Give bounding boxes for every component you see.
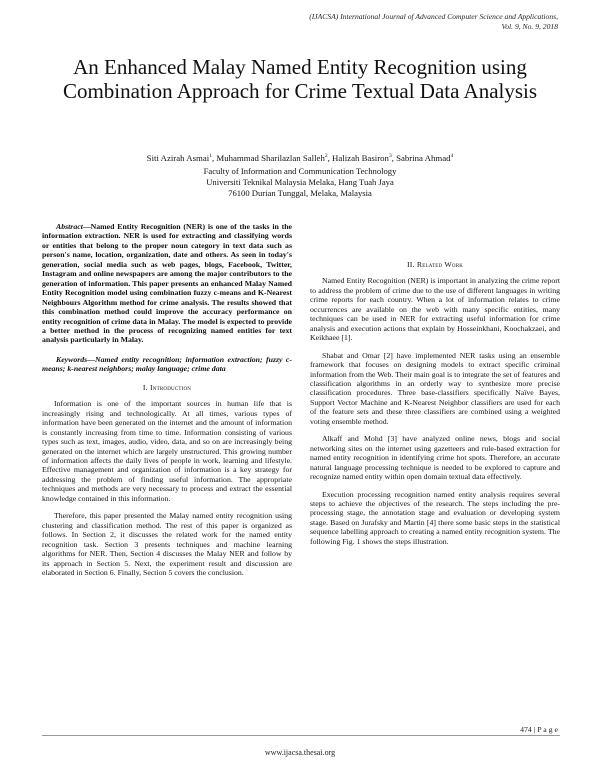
abstract-label: Abstract [56, 222, 83, 231]
author-name: Halizah Basiron [332, 153, 389, 163]
left-column [42, 222, 292, 585]
keywords [42, 355, 292, 374]
section-heading-related-work: II. Related Work [406, 260, 464, 269]
paragraph: Therefore, this paper presented the Malay named entity recognition using clustering and classification method. The rest of this paper is organized as follows. In Section 2, it discusses the related work for the named entity recognition task. Section 3 presents techniques and machine learning algorithms for NER. Then, Section 4 discusses the Malay NER and follow by its approach in Section 5. Next, the experiment result and discussion are elaborated in Section 6. Finally, Section 5 covers the conclusion. [42, 511, 292, 577]
paragraph: Named Entity Recognition (NER) is important in analyzing the crime report to address the problem of crime due to the use of different languages in writing crime reports for each country. When a lot of information relates to crime occurrences are available on the web with many specific entities, many techniques can be used in NER for extracting useful information for crime analysis and execution actions that explain by Hosseinkhani, Koochakzaei, and Keikhaee [1]. [310, 276, 560, 343]
author-list [40, 153, 560, 164]
section-heading-introduction: I. Introduction [142, 382, 192, 392]
abstract [42, 222, 292, 345]
author-superscript: 1 [209, 153, 212, 160]
affiliation-line: Faculty of Information and Communication Technology [203, 166, 397, 176]
journal-header-line1: (IJACSA) International Journal of Advanced Computer Science and Applications, [309, 12, 558, 21]
footer-divider [42, 735, 560, 736]
author-superscript: 4 [450, 153, 454, 160]
keywords-label: Keywords [56, 354, 88, 364]
right-column [310, 222, 560, 554]
author-superscript: 3 [388, 153, 392, 160]
affiliation [40, 166, 560, 199]
paragraph: Execution processing recognition named entity analysis requires several steps to achieve the objectives of the research. The steps including the pre-processing stage, the annotation stage and evaluation or developing system stage. Based on Jurafsky and Martin [4] there some basic steps in the statistical sequence labelling approach to creating a named entity recognition system. The following Fig. 1 shows the steps illustration. [310, 489, 560, 546]
journal-header-line2: Vol. 9, No. 9, 2018 [501, 22, 558, 31]
footer-url: www.ijacsa.thesai.org [264, 748, 336, 757]
abstract-text: Named Entity Recognition (NER) is one of the tasks in the information extraction. NER is used for extracting and classifying words or entities that belong to the proper noun category in text data such as person's name, location, organization, date and others. As seen in today's generation, social media such as web pages, blogs, Facebook, Twitter, Instagram and online newspapers are among the major contributors to the generation of information. This paper presents an enhanced Malay Named Entity Recognition model using combination fuzzy c-means and K-Nearest Neighbours Algorithm method for crime analysis. The results showed that this combination method could improve the accuracy performance on entity recognition of crime data in Malay. The model is expected to provide a better method in the process of recognizing named entities for text analysis particularly in Malay. [42, 222, 292, 345]
affiliation-line: 76100 Durian Tunggal, Melaka, Malaysia [228, 188, 372, 198]
journal-header [138, 12, 558, 32]
keywords-text: Named entity recognition; information extraction; fuzzy c-means; k-nearest neighbors; malay language; crime data [42, 354, 292, 374]
author-superscript: 2 [324, 153, 328, 160]
author-name: Siti Azirah Asmai [146, 153, 210, 163]
paragraph: Alkaff and Mohd [3] have analyzed online news, blogs and social networking sites on the internet using gazetteers and rule-based extraction for named entity recognition in identifying crime hot spots. Therefore, an accurate natural language processing technique is needed to be explored to capture and recognize named entity within open domain textual data effectively. [310, 434, 560, 482]
author-name: Sabrina Ahmad [396, 153, 451, 163]
abstract-dash: — [82, 222, 91, 231]
page-number: 474 | P a g e [520, 725, 558, 734]
paragraph: Shabat and Omar [2] have implemented NER tasks using an ensemble framework that focuses on designing models to extract specific criminal information from the Web. Their main goal is to integrate the set of features and classification algorithms in an orderly way to synthesize more precise classification procedures. Three base-classifiers specifically Naïve Bayes, Support Vector Machine and K-Nearest Neighbor classifiers are used for each of the feature sets and these three classifiers are combined using a weighted voting ensemble method. [310, 350, 560, 426]
author-name: Muhammad Sharilazlan Salleh [216, 153, 325, 163]
author-separator: , [391, 153, 397, 163]
keywords-dash: — [87, 354, 95, 364]
author-separator: , [211, 153, 217, 163]
paragraph: Information is one of the important sources in human life that is increasingly rising and technologically. At all times, various types of information have been generated on the internet and the amount of information is constantly increasing from time to time. Information consisting of various types such as text, images, audio, video, data, and so on are increasingly being generated on the internet which are largely unstructured. This growing number of information affects the daily lives of people in work, learning and lifestyle. Effective management and organization of information is a key strategy for addressing the problem of finding useful information. The appropriate techniques and methods are very necessary to process and extract the essential knowledge contained in this information. [42, 399, 292, 503]
affiliation-line: Universiti Teknikal Malaysia Melaka, Hang Tuah Jaya [206, 177, 394, 187]
paper-title: An Enhanced Malay Named Entity Recognition using Combination Approach for Crime Textual Data Analysis [62, 55, 538, 103]
author-separator: , [327, 153, 333, 163]
